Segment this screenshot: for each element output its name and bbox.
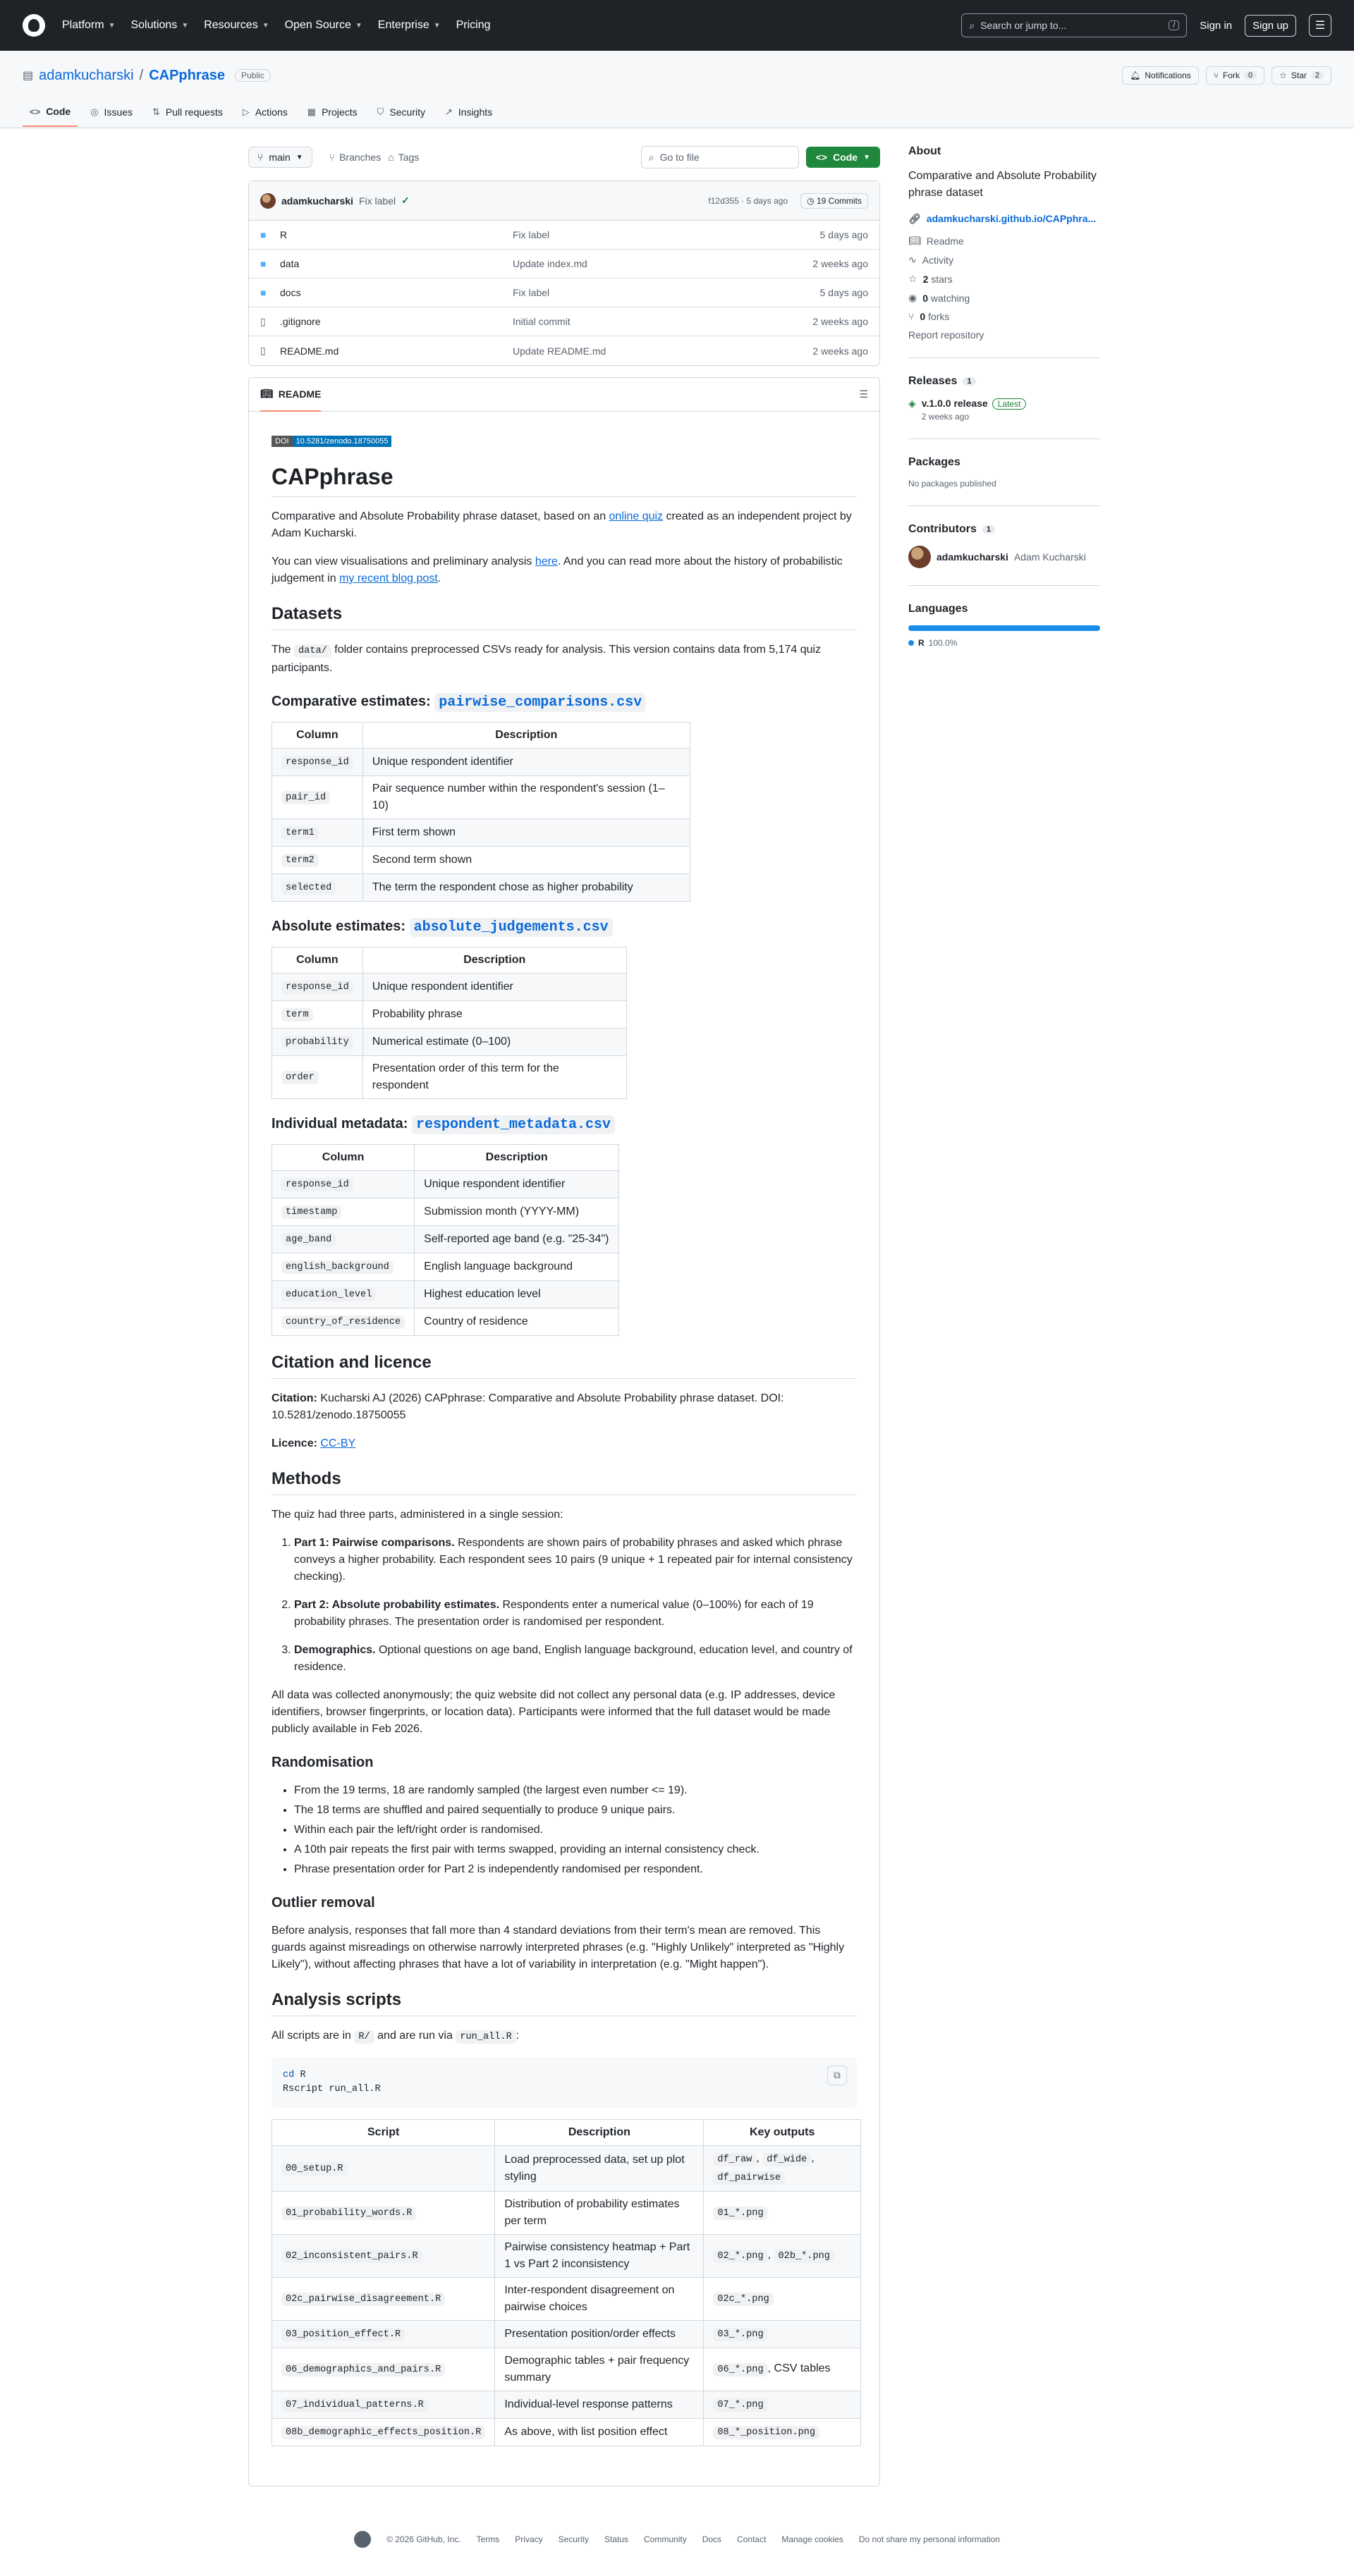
tab-readme[interactable]: 📖︎ README: [260, 378, 321, 412]
visibility-badge: Public: [235, 69, 271, 82]
table-row: 08b_demographic_effects_position.R As above, with list position effect 08_*_position.png: [272, 2419, 861, 2446]
column-header: Description: [495, 2120, 704, 2146]
datasets-paragraph: The data/ folder contains preprocessed CSVs ready for analysis. This version contains data from 5,174 quiz participants.: [272, 644, 822, 674]
table-row: 06_demographics_and_pairs.R Demographic tables + pair frequency summary 06_*.png , CSV tables: [272, 2348, 861, 2391]
cell-code: term2: [281, 854, 319, 867]
table-row: [272, 847, 690, 874]
list-item: • A 10th pair repeats the first pair with terms swapped, providing an internal consistency check.: [294, 1841, 857, 1858]
column-header: Column: [272, 947, 363, 974]
main-column: [248, 145, 880, 2486]
analysis-link[interactable]: here: [535, 556, 558, 568]
randomisation-list: [272, 1782, 857, 1878]
tab-security[interactable]: ⛉ Security: [377, 106, 425, 118]
about-heading: About: [908, 145, 941, 157]
sign-up-button[interactable]: Sign up: [1245, 15, 1296, 37]
cell-text: First term shown: [362, 819, 690, 847]
list-item[interactable]: [249, 221, 879, 250]
chevron-down-icon: ▼: [863, 153, 870, 161]
tags-link[interactable]: ⌂ Tags: [388, 152, 420, 163]
language-bar: [908, 625, 1100, 631]
cell-code: pair_id: [281, 791, 330, 804]
cell-text: Highest education level: [415, 1281, 619, 1308]
file-commit-message[interactable]: Fix label: [513, 229, 550, 240]
repo-tabs: [23, 100, 1331, 127]
metadata-file-link[interactable]: respondent_metadata.csv: [412, 1115, 615, 1134]
citation-paragraph: Citation: Kucharski AJ (2026) CAPphrase: Comparative and Absolute Probability phrase dataset. DOI: 10.5281/zenodo.18750055: [272, 1392, 784, 1421]
commits-link[interactable]: ◷ 19 Commits: [800, 193, 868, 209]
scripts-heading: Analysis scripts: [272, 1990, 857, 2016]
packages-section: [908, 438, 1100, 489]
methods-heading: Methods: [272, 1469, 857, 1495]
table-row: [272, 1308, 619, 1336]
cell-text: Demographic tables + pair frequency summary: [495, 2348, 704, 2391]
inline-code: R/: [354, 2030, 374, 2044]
code-icon: <>: [30, 106, 41, 117]
metadata-table: [272, 1144, 619, 1336]
cell-code: response_id: [281, 1178, 353, 1191]
nav-open-source[interactable]: Open Source ▼: [284, 19, 362, 31]
commit-meta[interactable]: f12d355 · 5 days ago: [708, 195, 788, 206]
latest-commit-row: [249, 181, 879, 221]
readme-panel: [248, 377, 880, 2486]
list-item: • From the 19 terms, 18 are randomly sampled (the largest even number <= 19).: [294, 1782, 857, 1799]
header-actions: [961, 13, 1331, 37]
folder-icon: ■: [260, 229, 267, 240]
file-icon: ▯: [260, 315, 266, 327]
description-header: Description: [415, 1145, 619, 1171]
datasets-heading: Datasets: [272, 604, 857, 630]
code-block: cd R Rscript run_all.R ⧉: [272, 2057, 857, 2108]
file-toolbar: [248, 145, 880, 169]
cell-text: Numerical estimate (0–100): [362, 1029, 626, 1056]
nav-pricing[interactable]: Pricing: [456, 19, 491, 31]
avatar[interactable]: [260, 193, 276, 209]
cell-code: 02c_pairwise_disagreement.R: [281, 2293, 445, 2306]
code-icon: <>: [815, 152, 828, 163]
cell-code: country_of_residence: [281, 1315, 405, 1329]
eye-icon: ◉: [908, 292, 917, 303]
cell-code: english_background: [281, 1261, 394, 1274]
branch-icon: ⑂: [257, 152, 264, 163]
cell-text: Self-reported age band (e.g. "25-34"): [415, 1226, 619, 1253]
branches-link[interactable]: ⑂ Branches: [329, 152, 382, 163]
table-row: 02_inconsistent_pairs.R Pairwise consistency heatmap + Part 1 vs Part 2 inconsistency 02_*.png , 02b_*.png: [272, 2235, 861, 2278]
readme-title: CAPphrase: [272, 464, 857, 497]
tag-icon: ⌂: [388, 152, 394, 163]
randomisation-heading: Randomisation: [272, 1755, 374, 1770]
footer: [0, 2531, 1354, 2548]
file-commit-message[interactable]: Update index.md: [513, 258, 587, 269]
repo-actions: [1122, 66, 1331, 85]
nav-platform[interactable]: Platform ▼: [62, 19, 116, 31]
cell-code: term: [281, 1008, 313, 1022]
star-button[interactable]: ☆ Star 2: [1271, 66, 1331, 85]
cell-text: Probability phrase: [362, 1001, 626, 1029]
footer-link-terms[interactable]: Terms: [476, 2534, 500, 2544]
forks-link[interactable]: ⑂ 0 forks: [908, 311, 950, 322]
file-commit-message[interactable]: Fix label: [513, 287, 550, 298]
cell-code: education_level: [281, 1288, 376, 1301]
citation-heading: Citation and licence: [272, 1353, 857, 1379]
code-dropdown-button[interactable]: <> Code ▼: [806, 147, 880, 168]
comparative-heading: Comparative estimates: pairwise_comparisons.csv: [272, 694, 857, 711]
table-row: 00_setup.R Load preprocessed data, set up plot styling df_raw , df_wide , df_pairwise: [272, 2146, 861, 2192]
language-item[interactable]: R 100.0%: [908, 638, 1100, 648]
file-date: 2 weeks ago: [812, 258, 868, 269]
notifications-button[interactable]: 🔔︎ Notifications: [1122, 66, 1199, 85]
repo-path-separator: /: [139, 67, 144, 83]
branch-icon: ⑂: [329, 152, 336, 163]
stars-link[interactable]: ☆ 2 stars: [908, 273, 953, 285]
table-row: [272, 874, 690, 902]
table-row: 02c_pairwise_disagreement.R Inter-respondent disagreement on pairwise choices 02c_*.png: [272, 2278, 861, 2321]
cell-text: Unique respondent identifier: [362, 749, 690, 776]
file-name[interactable]: R: [280, 229, 288, 240]
cell-text: Individual-level response patterns: [495, 2391, 704, 2419]
sidebar: [908, 145, 1100, 2486]
file-name[interactable]: docs: [280, 287, 301, 298]
footer-link-privacy-choice[interactable]: Do not share my personal information: [858, 2534, 1000, 2544]
cell-text: Pair sequence number within the respondent's session (1–10): [362, 776, 690, 819]
readme-link[interactable]: 📖︎ Readme: [908, 235, 964, 247]
search-placeholder: Search or jump to...: [980, 20, 1067, 31]
branch-selector[interactable]: ⑂ main ▼: [248, 147, 312, 168]
cell-text: Second term shown: [362, 847, 690, 874]
intro-paragraph-2: You can view visualisations and preliminary analysis here. And you can read more about the history of probabilistic judgement in my recent blog post.: [272, 556, 843, 584]
shield-icon: ⛉: [377, 106, 384, 117]
cell-code: 01_probability_words.R: [281, 2207, 416, 2220]
about-description: Comparative and Absolute Probability phrase dataset: [908, 170, 1097, 199]
commit-author[interactable]: adamkucharski: [281, 195, 353, 207]
table-row: [272, 776, 690, 819]
scripts-paragraph: All scripts are in R/ and are run via run_all.R :: [272, 2030, 520, 2042]
file-date: 2 weeks ago: [812, 345, 868, 357]
cell-text: Country of residence: [415, 1308, 619, 1336]
search-icon: ⌕: [969, 19, 975, 31]
releases-heading[interactable]: Releases 1: [908, 375, 1100, 388]
go-to-file-input[interactable]: ⌕ Go to file: [641, 146, 799, 168]
list-item: • Phrase presentation order for Part 2 is independently randomised per respondent.: [294, 1861, 857, 1878]
contributor-item[interactable]: adamkucharski Adam Kucharski: [908, 546, 1100, 568]
methods-list: [272, 1535, 857, 1676]
star-icon: ☆: [1279, 70, 1287, 80]
cell-code: age_band: [281, 1233, 336, 1246]
tab-insights[interactable]: ↗ Insights: [444, 106, 493, 118]
search-icon: ⌕: [648, 151, 654, 163]
description-header: Description: [362, 947, 626, 974]
repo-header: [0, 51, 1354, 128]
cell-text: Submission month (YYYY-MM): [415, 1198, 619, 1226]
repo-icon: ▤: [23, 70, 34, 82]
search-shortcut-key: /: [1169, 20, 1179, 30]
readme-content: [249, 412, 879, 2486]
latest-badge: Latest: [992, 398, 1027, 410]
nav-enterprise[interactable]: Enterprise ▼: [377, 19, 441, 31]
table-row: [272, 1001, 627, 1029]
release-date: 2 weeks ago: [921, 412, 970, 422]
chevron-down-icon: ▼: [108, 21, 116, 30]
fork-icon: ⑂: [908, 311, 915, 322]
column-header: Column: [272, 723, 363, 749]
cell-code: 07_individual_patterns.R: [281, 2398, 428, 2412]
table-row: [272, 1253, 619, 1281]
cell-text: Unique respondent identifier: [362, 974, 626, 1001]
cell-code: selected: [281, 881, 336, 895]
chevron-down-icon: ▼: [433, 21, 441, 30]
file-list: [248, 180, 880, 366]
online-quiz-link[interactable]: online quiz: [609, 510, 664, 522]
column-header: Column: [272, 1145, 415, 1171]
inline-code: run_all.R: [456, 2030, 516, 2044]
table-icon: ▦: [307, 106, 317, 117]
commit-message[interactable]: Fix label: [358, 195, 396, 207]
list-item: 3. Demographics. Optional questions on age band, English language background, education level, and country of residence.: [294, 1642, 857, 1676]
play-icon: ▷: [242, 106, 250, 117]
chevron-down-icon: ▼: [262, 21, 269, 30]
file-commit-message[interactable]: Update README.md: [513, 345, 606, 357]
cell-code: response_id: [281, 981, 353, 994]
list-item[interactable]: [249, 278, 879, 307]
list-item: 2. Part 2: Absolute probability estimates. Respondents enter a numerical value (0–100%) for each of 19 probability phrases. The presentation order is randomised per respondent.: [294, 1597, 857, 1631]
sign-in-link[interactable]: Sign in: [1200, 19, 1233, 32]
cell-code: probability: [281, 1036, 353, 1049]
file-name[interactable]: data: [280, 258, 300, 269]
file-icon: ▯: [260, 345, 266, 356]
table-row: [272, 1198, 619, 1226]
table-row: [272, 1281, 619, 1308]
methods-paragraph: All data was collected anonymously; the quiz website did not collect any personal data (e.g. IP addresses, device identifiers, browser fingerprints, or location data). Participants were informed that the full dataset would be made publicly available in Feb 2026.: [272, 1689, 836, 1735]
table-row: 07_individual_patterns.R Individual-level response patterns 07_*.png: [272, 2391, 861, 2419]
tag-icon: ◈: [908, 398, 916, 409]
chevron-down-icon: ▼: [295, 153, 303, 161]
comparative-file-link[interactable]: pairwise_comparisons.csv: [434, 693, 646, 712]
cell-code: response_id: [281, 756, 353, 769]
cell-text: Unique respondent identifier: [415, 1171, 619, 1198]
check-icon[interactable]: ✓: [401, 195, 410, 206]
avatar: [908, 546, 931, 568]
cell-text: As above, with list position effect: [495, 2419, 704, 2446]
absolute-file-link[interactable]: absolute_judgements.csv: [410, 918, 613, 937]
cell-text: Distribution of probability estimates per term: [495, 2192, 704, 2235]
description-header: Description: [362, 723, 690, 749]
footer-link-cookies[interactable]: Manage cookies: [781, 2534, 843, 2544]
cell-text: Pairwise consistency heatmap + Part 1 vs Part 2 inconsistency: [495, 2235, 704, 2278]
languages-section: [908, 585, 1100, 648]
cell-code: 03_position_effect.R: [281, 2328, 405, 2341]
column-header: Script: [272, 2120, 495, 2146]
website-link[interactable]: 🔗︎ adamkucharski.github.io/CAPphra...: [908, 213, 1097, 224]
star-icon: ☆: [908, 273, 917, 284]
book-icon: 📖︎: [908, 235, 921, 246]
blog-post-link[interactable]: my recent blog post: [339, 572, 438, 584]
packages-text: No packages published: [908, 479, 996, 489]
history-icon: ◷: [807, 195, 815, 206]
readme-header: [249, 378, 879, 412]
list-item[interactable]: [249, 307, 879, 336]
absolute-heading: Absolute estimates: absolute_judgements.csv: [272, 919, 857, 936]
language-dot-icon: [908, 640, 914, 646]
methods-intro: The quiz had three parts, administered in a single session:: [272, 1509, 563, 1521]
copy-icon[interactable]: ⧉: [827, 2066, 847, 2085]
footer-link-community[interactable]: Community: [644, 2534, 687, 2544]
outlier-heading: Outlier removal: [272, 1895, 375, 1910]
list-item[interactable]: [249, 250, 879, 278]
metadata-heading: Individual metadata: respondent_metadata.csv: [272, 1116, 857, 1133]
table-row: 03_position_effect.R Presentation position/order effects 03_*.png: [272, 2321, 861, 2348]
file-date: 5 days ago: [819, 229, 868, 240]
licence-paragraph: Licence: CC-BY: [272, 1437, 356, 1449]
contributors-section: [908, 505, 1100, 568]
cell-code: 06_demographics_and_pairs.R: [281, 2363, 445, 2376]
footer-link-privacy[interactable]: Privacy: [515, 2534, 543, 2544]
cell-text: English language background: [415, 1253, 619, 1281]
graph-icon: ↗: [444, 106, 453, 117]
cell-code: 00_setup.R: [281, 2162, 348, 2176]
footer-link-status[interactable]: Status: [604, 2534, 629, 2544]
tab-projects[interactable]: ▦ Projects: [307, 106, 358, 118]
report-repository-link[interactable]: Report repository: [908, 329, 984, 341]
tab-actions[interactable]: ▷ Actions: [242, 106, 288, 118]
settings-menu-icon[interactable]: ☰: [1309, 14, 1331, 37]
licence-link[interactable]: CC-BY: [320, 1437, 356, 1449]
chevron-down-icon: ▼: [181, 21, 189, 30]
cell-code: timestamp: [281, 1206, 341, 1219]
inline-code: data/: [294, 644, 331, 658]
table-row: [272, 1171, 619, 1198]
footer-copyright: © 2026 GitHub, Inc.: [386, 2534, 461, 2544]
file-date: 5 days ago: [819, 287, 868, 298]
link-icon: 🔗︎: [908, 213, 921, 224]
outline-list-icon[interactable]: ☰: [859, 388, 868, 400]
cell-text: Presentation order of this term for the respondent: [362, 1056, 626, 1099]
table-row: [272, 819, 690, 847]
file-date: 2 weeks ago: [812, 316, 868, 327]
chevron-down-icon: ▼: [355, 21, 362, 30]
about-section: [908, 145, 1100, 341]
book-icon: 📖︎: [260, 388, 273, 399]
table-row: [272, 1029, 627, 1056]
folder-icon: ■: [260, 258, 267, 269]
release-name: v.1.0.0 release: [921, 398, 988, 409]
table-row: [272, 974, 627, 1001]
contributors-heading[interactable]: Contributors 1: [908, 523, 1100, 536]
file-name[interactable]: README.md: [280, 345, 339, 357]
bell-icon: 🔔︎: [1130, 70, 1141, 80]
file-commit-message[interactable]: Initial commit: [513, 316, 571, 327]
list-item: • Within each pair the left/right order is randomised.: [294, 1822, 857, 1839]
activity-link[interactable]: ∿ Activity: [908, 254, 954, 266]
tab-issues[interactable]: ◎ Issues: [90, 106, 133, 118]
file-name[interactable]: .gitignore: [280, 316, 321, 327]
cell-code: 08b_demographic_effects_position.R: [281, 2426, 485, 2439]
footer-link-security[interactable]: Security: [558, 2534, 589, 2544]
fork-counter: 0: [1244, 71, 1257, 80]
star-counter: 2: [1311, 71, 1324, 80]
watching-link[interactable]: ◉ 0 watching: [908, 292, 970, 304]
pull-request-icon: ⇅: [152, 106, 160, 117]
table-row: [272, 1226, 619, 1253]
search-input[interactable]: [961, 13, 1187, 37]
cell-text: Load preprocessed data, set up plot styling: [495, 2146, 704, 2192]
folder-icon: ■: [260, 287, 267, 298]
global-nav: [62, 19, 491, 32]
fork-icon: ⑂: [1213, 70, 1219, 80]
footer-link-contact[interactable]: Contact: [737, 2534, 767, 2544]
tab-pull-requests[interactable]: ⇅ Pull requests: [152, 106, 223, 118]
footer-link-docs[interactable]: Docs: [702, 2534, 722, 2544]
tab-code[interactable]: <> Code: [23, 100, 78, 127]
comparative-table: [272, 722, 690, 902]
releases-section: [908, 357, 1100, 422]
github-logo-icon[interactable]: [23, 14, 45, 37]
list-item[interactable]: [249, 336, 879, 365]
issue-icon: ◎: [90, 106, 99, 117]
languages-heading: Languages: [908, 603, 968, 615]
pulse-icon: ∿: [908, 254, 917, 265]
outlier-paragraph: Before analysis, responses that fall more than 4 standard deviations from their term's mean are removed. This guards against misreadings on otherwise narrowly interpreted phrases (e.g. "Highly Unlikely" interpreted as "Highly Likely"), without affecting phrases that have a lot of variability in interpretation (e.g. "Might happen").: [272, 1925, 845, 1970]
nav-solutions[interactable]: Solutions ▼: [130, 19, 189, 31]
packages-heading[interactable]: Packages: [908, 456, 960, 468]
table-row: [272, 749, 690, 776]
release-item[interactable]: [908, 398, 1100, 422]
list-item: 1. Part 1: Pairwise comparisons. Respondents are shown pairs of probability phrases and asked which phrase conveys a higher probability. Each respondent sees 10 pairs (9 unique + 1 repeated pair for internal consistency checking).: [294, 1535, 857, 1586]
cell-code: term1: [281, 826, 319, 840]
repo-name-link[interactable]: CAPphrase: [149, 67, 226, 83]
nav-resources[interactable]: Resources ▼: [204, 19, 269, 31]
cell-code: 02_inconsistent_pairs.R: [281, 2250, 422, 2263]
table-row: [272, 1056, 627, 1099]
intro-paragraph: Comparative and Absolute Probability phrase dataset, based on an online quiz created as an independent project by Adam Kucharski.: [272, 510, 852, 539]
list-item: • The 18 terms are shuffled and paired sequentially to produce 9 unique pairs.: [294, 1802, 857, 1819]
column-header: Key outputs: [704, 2120, 861, 2146]
cell-text: Inter-respondent disagreement on pairwise choices: [495, 2278, 704, 2321]
table-row: 01_probability_words.R Distribution of probability estimates per term 01_*.png: [272, 2192, 861, 2235]
fork-button[interactable]: ⑂ Fork 0: [1206, 66, 1264, 85]
cell-text: The term the respondent chose as higher probability: [362, 874, 690, 902]
cell-text: Presentation position/order effects: [495, 2321, 704, 2348]
absolute-table: [272, 947, 627, 1099]
cell-code: order: [281, 1071, 319, 1084]
global-header: [0, 0, 1354, 51]
scripts-table: [272, 2119, 861, 2446]
github-logo-icon[interactable]: [354, 2531, 371, 2548]
doi-badge[interactable]: DOI 10.5281/zenodo.18750055: [272, 436, 391, 447]
repo-owner-link[interactable]: adamkucharski: [39, 67, 134, 83]
